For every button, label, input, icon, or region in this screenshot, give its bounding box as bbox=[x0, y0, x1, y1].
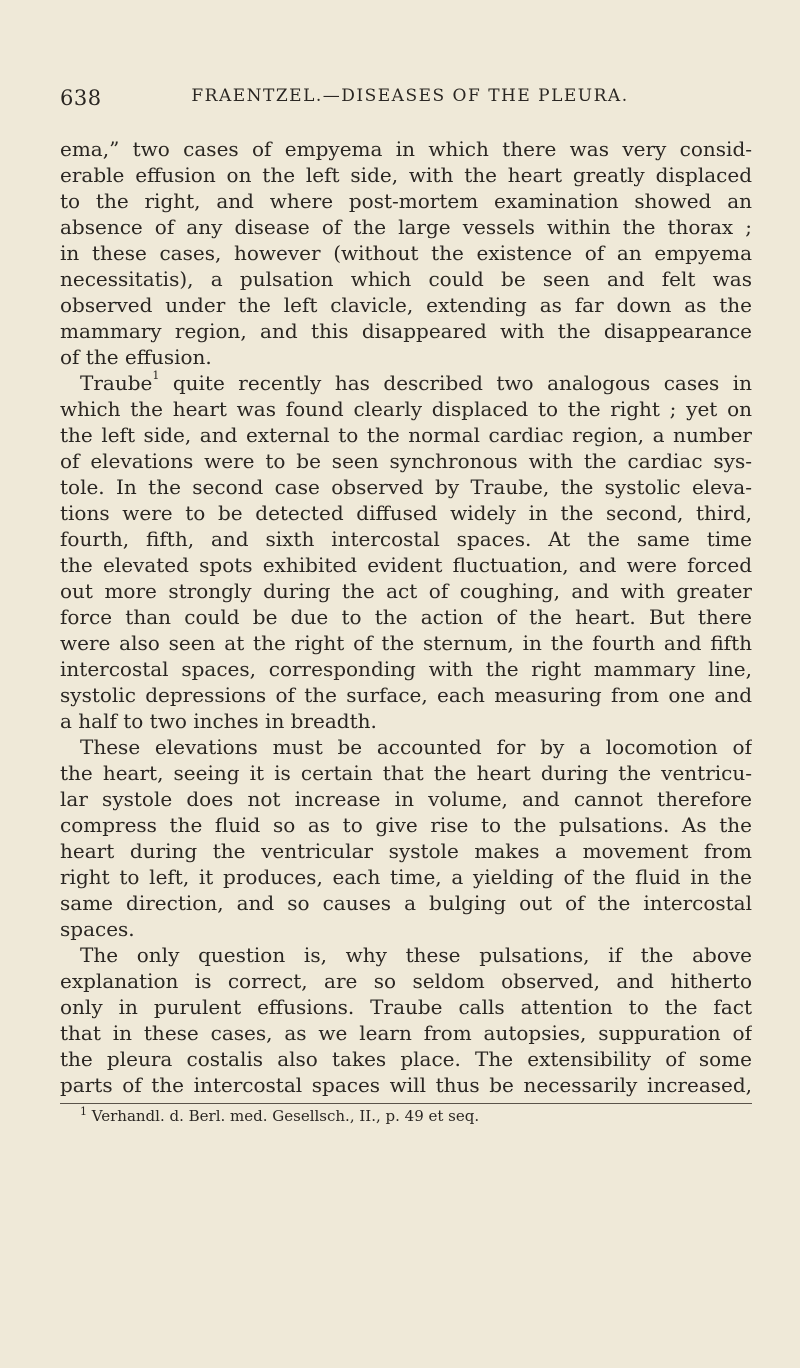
text-line: systolic depressions of the surface, each measuring from one and bbox=[60, 683, 752, 707]
footnote-marker: 1 bbox=[80, 1105, 87, 1118]
traube-line-rest: quite recently has described two analogous cases in bbox=[172, 371, 752, 395]
text-line: spaces. bbox=[60, 917, 135, 941]
text-line: the heart, seeing it is certain that the heart during the ventricu- bbox=[60, 761, 752, 785]
text-line: necessitatis), a pulsation which could be seen and felt was bbox=[60, 267, 752, 291]
text-line: the pleura costalis also takes place. The extensibility of some bbox=[60, 1047, 752, 1071]
traube-name: Traube bbox=[80, 371, 153, 395]
text-line: intercostal spaces, corresponding with the right mammary line, bbox=[60, 657, 752, 681]
text-line: These elevations must be accounted for by a locomotion of bbox=[80, 735, 752, 759]
text-line: absence of any disease of the large vessels within the thorax ; bbox=[60, 215, 752, 239]
text-line: of elevations were to be seen synchronous with the cardiac sys- bbox=[60, 449, 752, 473]
text-line: compress the fluid so as to give rise to the pulsations. As the bbox=[60, 813, 752, 837]
text-line: mammary region, and this disappeared with the disappearance bbox=[60, 319, 752, 343]
text-line: out more strongly during the act of coughing, and with greater bbox=[60, 579, 752, 603]
text-line: tole. In the second case observed by Traube, the systolic eleva- bbox=[60, 475, 752, 499]
text-line: observed under the left clavicle, extending as far down as the bbox=[60, 293, 752, 317]
text-line: The only question is, why these pulsations, if the above bbox=[80, 943, 752, 967]
text-line: same direction, and so causes a bulging out of the intercostal bbox=[60, 891, 752, 915]
text-line: which the heart was found clearly displaced to the right ; yet on bbox=[60, 397, 752, 421]
page-number: 638 bbox=[60, 86, 102, 110]
body-text bbox=[60, 136, 752, 1098]
text-line: were also seen at the right of the sternum, in the fourth and fifth bbox=[60, 631, 752, 655]
text-line: ema,” two cases of empyema in which there was very consid- bbox=[60, 137, 752, 161]
text-line bbox=[60, 370, 752, 396]
text-line: lar systole does not increase in volume, and cannot therefore bbox=[60, 787, 752, 811]
text-line: the left side, and external to the normal cardiac region, a number bbox=[60, 423, 752, 447]
text-line: to the right, and where post-mortem examination showed an bbox=[60, 189, 752, 213]
footnote bbox=[80, 1106, 479, 1126]
running-head: FRAENTZEL.—DISEASES OF THE PLEURA. bbox=[191, 86, 629, 106]
text-line: the elevated spots exhibited evident fluctuation, and were forced bbox=[60, 553, 752, 577]
text-line: parts of the intercostal spaces will thus be necessarily increased, bbox=[60, 1073, 752, 1097]
footnote-divider bbox=[60, 1103, 752, 1104]
text-line: only in purulent effusions. Traube calls attention to the fact bbox=[60, 995, 752, 1019]
text-line: of the effusion. bbox=[60, 345, 212, 369]
text-line: erable effusion on the left side, with the heart greatly displaced bbox=[60, 163, 752, 187]
text-line: explanation is correct, are so seldom observed, and hitherto bbox=[60, 969, 752, 993]
page-header bbox=[60, 86, 760, 116]
text-line: a half to two inches in breadth. bbox=[60, 709, 377, 733]
text-line: that in these cases, as we learn from autopsies, suppuration of bbox=[60, 1021, 752, 1045]
text-line: tions were to be detected diffused widely in the second, third, bbox=[60, 501, 752, 525]
text-line: force than could be due to the action of the heart. But there bbox=[60, 605, 752, 629]
text-line: fourth, fifth, and sixth intercostal spaces. At the same time bbox=[60, 527, 752, 551]
text-line: in these cases, however (without the existence of an empyema bbox=[60, 241, 752, 265]
text-line: heart during the ventricular systole makes a movement from bbox=[60, 839, 752, 863]
text-line: right to left, it produces, each time, a yielding of the fluid in the bbox=[60, 865, 752, 889]
footnote-text: Verhandl. d. Berl. med. Gesellsch., II., p. 49 et seq. bbox=[91, 1107, 480, 1125]
footnote-ref: 1 bbox=[152, 370, 160, 382]
